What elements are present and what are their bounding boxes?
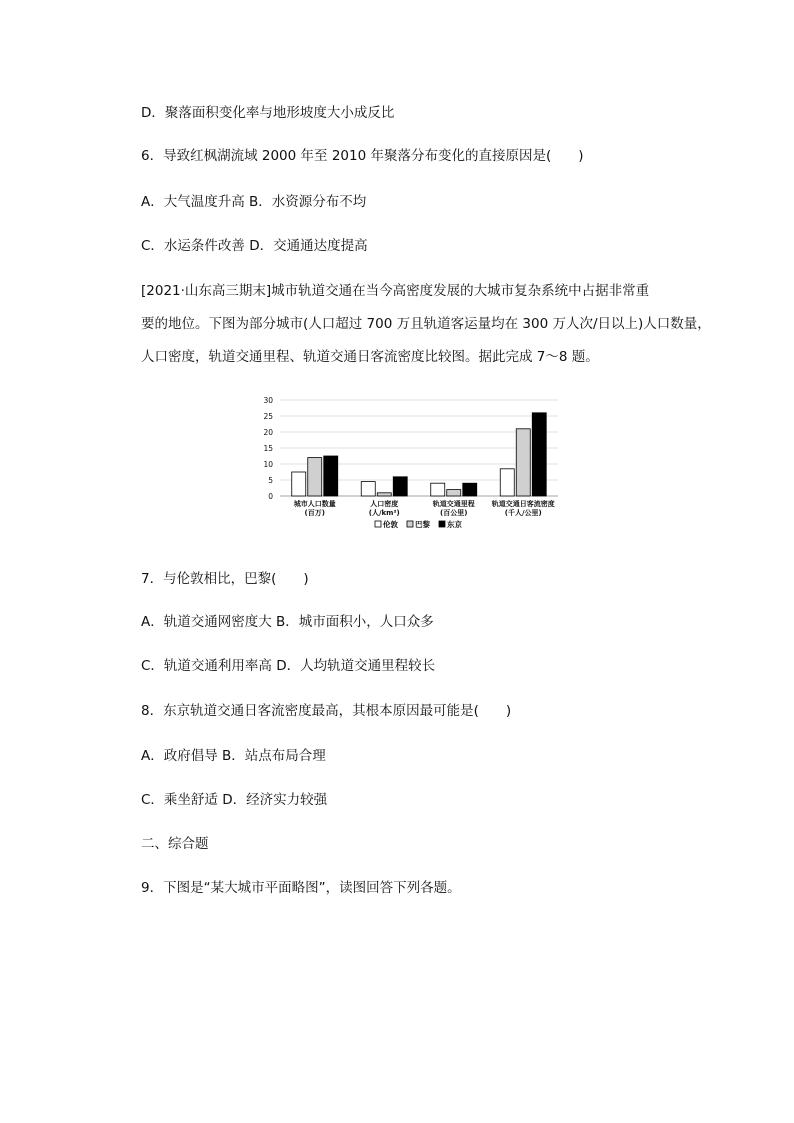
intro-line-2: 要的地位。下图为部分城市(人口超过 700 万且轨道客运量均在 300 万人次/日以上)人口数量，	[141, 316, 711, 332]
section-title: 二、综合题	[141, 836, 209, 852]
y-tick-label: 0	[268, 492, 273, 501]
q5-option-d: D．聚落面积变化率与地形坡度大小成反比	[141, 105, 395, 121]
q6-options-cd: C．水运条件改善 D．交通通达度提高	[141, 238, 368, 254]
comparison-bar-chart	[258, 390, 568, 540]
intro-line-3: 人口密度，轨道交通里程、轨道交通日客流密度比较图。据此完成 7～8 题。	[141, 349, 599, 365]
y-tick-label: 10	[263, 460, 273, 469]
x-category-label: (人/km²)	[368, 509, 400, 517]
y-tick-label: 15	[263, 444, 273, 453]
y-tick-label: 5	[268, 476, 273, 485]
legend-swatch	[407, 521, 413, 527]
q8-options-cd: C．乘坐舒适 D．经济实力较强	[141, 792, 328, 808]
bar	[447, 490, 461, 496]
q6-stem: 6．导致红枫湖流域 2000 年至 2010 年聚落分布变化的直接原因是( )	[141, 148, 584, 164]
legend-label: 东京	[447, 520, 462, 529]
x-category-label: (百万)	[304, 509, 325, 517]
bar	[361, 482, 375, 496]
intro-paragraph	[141, 281, 711, 367]
x-category-label: 轨道交通日客流密度	[491, 500, 555, 508]
legend-label: 伦敦	[383, 520, 398, 529]
legend-label: 巴黎	[415, 520, 430, 529]
y-tick-label: 20	[263, 428, 273, 437]
bar	[393, 477, 407, 496]
intro-line-1: [2021·山东高三期末]城市轨道交通在当今高密度发展的大城市复杂系统中占据非常重	[141, 283, 650, 299]
q8-options-ab: A．政府倡导 B．站点布局合理	[141, 748, 326, 764]
bar	[308, 458, 322, 496]
bar	[377, 493, 391, 496]
x-category-label: 城市人口数量	[293, 500, 336, 508]
legend-swatch	[439, 521, 445, 527]
q7-options-cd: C．轨道交通利用率高 D．人均轨道交通里程较长	[141, 658, 436, 674]
q8-stem: 8．东京轨道交通日客流密度最高，其根本原因最可能是( )	[141, 703, 512, 719]
x-category-label: (千人/公里)	[504, 509, 542, 517]
q6-options-ab: A．大气温度升高 B．水资源分布不均	[141, 194, 367, 210]
legend-swatch	[375, 521, 381, 527]
x-category-label: 轨道交通里程	[432, 500, 475, 508]
bar	[431, 483, 445, 496]
bar	[516, 429, 530, 496]
q7-stem: 7．与伦敦相比，巴黎( )	[141, 571, 309, 587]
y-tick-label: 25	[263, 412, 273, 421]
bar	[292, 472, 306, 496]
q9-stem: 9．下图是“某大城市平面略图”，读图回答下列各题。	[141, 880, 461, 896]
bar	[532, 413, 546, 496]
bar	[463, 483, 477, 496]
x-category-label: (百公里)	[440, 509, 468, 517]
y-tick-label: 30	[263, 396, 273, 405]
q7-options-ab: A．轨道交通网密度大 B．城市面积小，人口众多	[141, 614, 434, 630]
x-category-label: 人口密度	[370, 500, 399, 508]
bar	[500, 469, 514, 496]
bar	[324, 456, 338, 496]
